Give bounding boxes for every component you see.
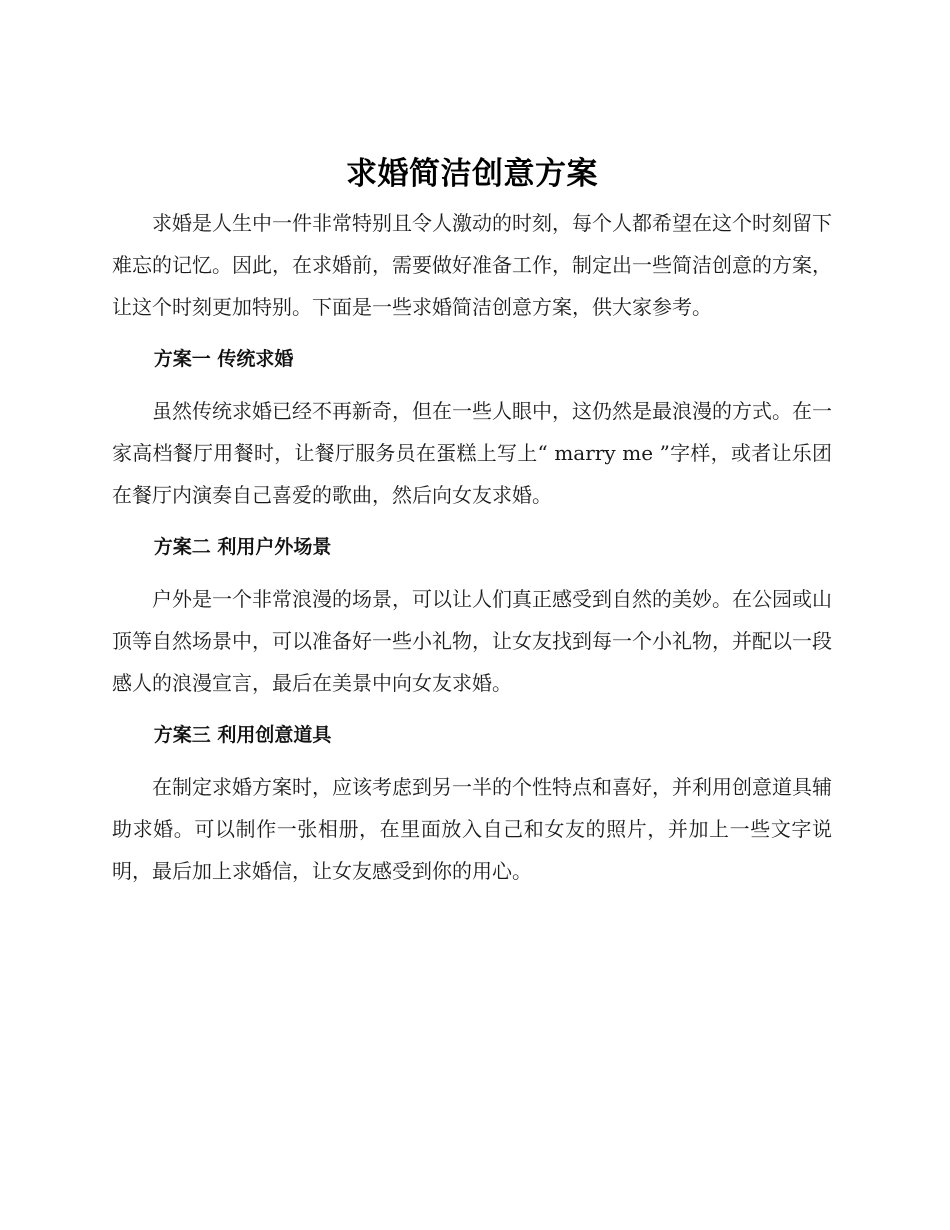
section-3 [112,714,832,892]
section-heading: 方案一 传统求婚 [153,348,294,370]
section-paragraph: 虽然传统求婚已经不再新奇，但在一些人眼中，这仍然是最浪漫的方式。在一家高档餐厅用餐时，让餐厅服务员在蛋糕上写上“ marry me ”字样，或者让乐团在餐厅内演奏自己喜爱的歌曲，然后向女友求婚。 [112,399,832,507]
section-2 [112,526,832,704]
section-heading: 方案三 利用创意道具 [153,724,332,746]
document-content [112,148,832,892]
section-heading: 方案二 利用户外场景 [153,536,332,558]
section-1 [112,338,832,516]
section-paragraph: 户外是一个非常浪漫的场景，可以让人们真正感受到自然的美妙。在公园或山顶等自然场景中，可以准备好一些小礼物，让女友找到每一个小礼物，并配以一段感人的浪漫宣言，最后在美景中向女友求婚。 [112,587,832,695]
section-paragraph: 在制定求婚方案时，应该考虑到另一半的个性特点和喜好，并利用创意道具辅助求婚。可以制作一张相册，在里面放入自己和女友的照片，并加上一些文字说明，最后加上求婚信，让女友感受到你的用心。 [112,775,832,883]
document-title: 求婚简洁创意方案 [346,156,598,192]
intro-paragraph: 求婚是人生中一件非常特别且令人激动的时刻，每个人都希望在这个时刻留下难忘的记忆。因此，在求婚前，需要做好准备工作，制定出一些简洁创意的方案，让这个时刻更加特别。下面是一些求婚简洁创意方案，供大家参考。 [112,211,832,319]
